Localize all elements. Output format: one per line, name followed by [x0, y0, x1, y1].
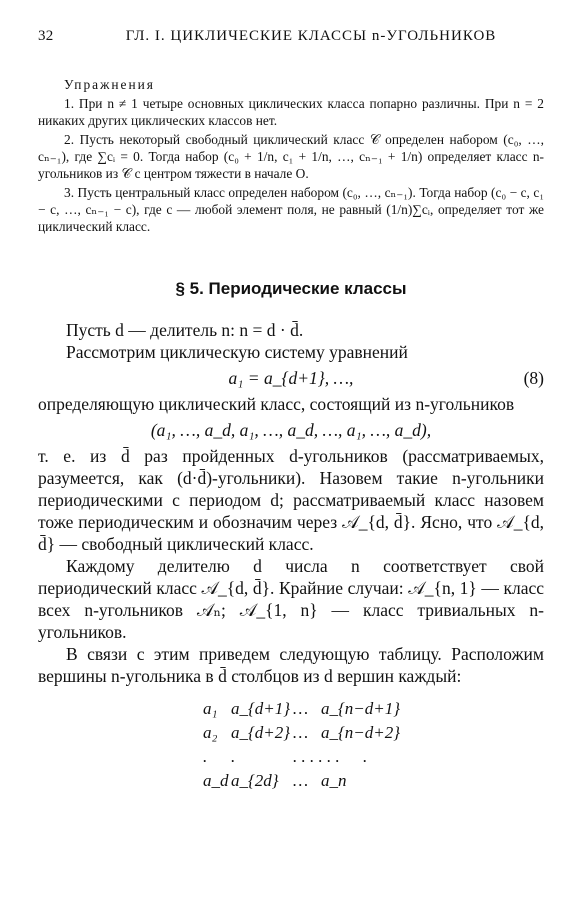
- exercise-text: 2. Пусть некоторый свободный циклический класс 𝒞 определен набором (c₀, …, cₙ₋₁), где ∑cᵢ = 0. Тогда набор (c₀ + 1/n, c₁ + 1/n, …, cₙ₋₁ + 1/n) определяет класс n-угольников из 𝒞 с центром тяжести в начале O.: [38, 132, 544, 181]
- paragraph: В связи с этим приведем следующую таблицу. Расположим вершины n-угольника в d̄ столбцов из d вершин каждый:: [38, 644, 544, 686]
- tuple-text: (a₁, …, a_d, a₁, …, a_d, …, a₁, …, a_d),: [150, 420, 432, 440]
- section-title: § 5. Периодические классы: [175, 279, 407, 298]
- paragraph: определяющую циклический класс, состоящий из n-угольников: [38, 394, 515, 414]
- table-cell: …: [293, 723, 309, 742]
- paragraph: Каждому делителю d числа n соответствует свой периодический класс 𝒜_{d, d̄}. Крайние случаи: 𝒜_{n, 1} — класс всех n-угольников 𝒜ₙ; 𝒜_{1, n} — класс тривиальных n-угольников.: [38, 556, 544, 642]
- equation-8: [38, 367, 544, 389]
- running-title: ГЛ. I. ЦИКЛИЧЕСКИЕ КЛАССЫ n-УГОЛЬНИКОВ: [125, 28, 497, 44]
- equation-text: a₁ = a_{d+1}, …,: [228, 368, 354, 388]
- paragraph: Пусть d — делитель n: n = d · d̄.: [66, 320, 304, 340]
- table-cell: a₂: [203, 723, 218, 742]
- equation-number: (8): [523, 368, 544, 388]
- running-head: [38, 28, 544, 52]
- exercises: [38, 76, 544, 235]
- exercise-text: 1. При n ≠ 1 четыре основных циклических класса попарно различны. При n = 2 никаких других циклических классов нет.: [38, 96, 544, 128]
- book-page: [38, 28, 544, 793]
- exercise-3: [38, 184, 544, 235]
- table-cell: …: [293, 771, 309, 790]
- exercise-text: 3. Пусть центральный класс определен набором (c₀, …, cₙ₋₁). Тогда набор (c₀ − c, c₁ − c, …, cₙ₋₁ − c), где c — любой элемент поля, не равный (1/n)∑cᵢ, определяет тот же циклический класс.: [38, 185, 544, 234]
- table-cell: .: [363, 747, 368, 766]
- table-cell: a_{d+2}: [231, 723, 291, 742]
- table-row: [203, 769, 544, 793]
- table-cell: .: [231, 747, 236, 766]
- table-row: [203, 697, 544, 721]
- table-cell: .: [203, 747, 208, 766]
- table-cell: …: [293, 699, 309, 718]
- paragraph: Рассмотрим циклическую систему уравнений: [66, 342, 408, 362]
- table-row: [203, 745, 544, 769]
- table-cell: a_{d+1}: [231, 699, 291, 718]
- tuple-formula: [38, 419, 544, 441]
- table-row: [203, 721, 544, 745]
- table-cell: a_d: [203, 771, 229, 790]
- table-cell: a_{n−d+2}: [321, 723, 401, 742]
- exercise-2: [38, 131, 544, 182]
- table-cell: a₁: [203, 699, 218, 718]
- section-body: [38, 319, 544, 687]
- page-number: 32: [38, 28, 54, 44]
- table-cell: a_{n−d+1}: [321, 699, 401, 718]
- paragraph: т. е. из d̄ раз пройденных d-угольников (рассматриваемых, разумеется, как (d·d̄)-угольники). Назовем такие n-угольники периодическими с периодом d; рассматриваемый класс назовем тоже периодическим и обозначим через 𝒜_{d, d̄}. Ясно, что 𝒜_{d, d̄} — свободный циклический класс.: [38, 446, 544, 554]
- table-cell: a_n: [321, 771, 347, 790]
- exercises-heading: Упражнения: [64, 77, 155, 92]
- table-cell: a_{2d}: [231, 771, 279, 790]
- vertex-table: [203, 697, 544, 793]
- exercise-1: [38, 95, 544, 129]
- table-cell: . . . . . .: [293, 747, 340, 766]
